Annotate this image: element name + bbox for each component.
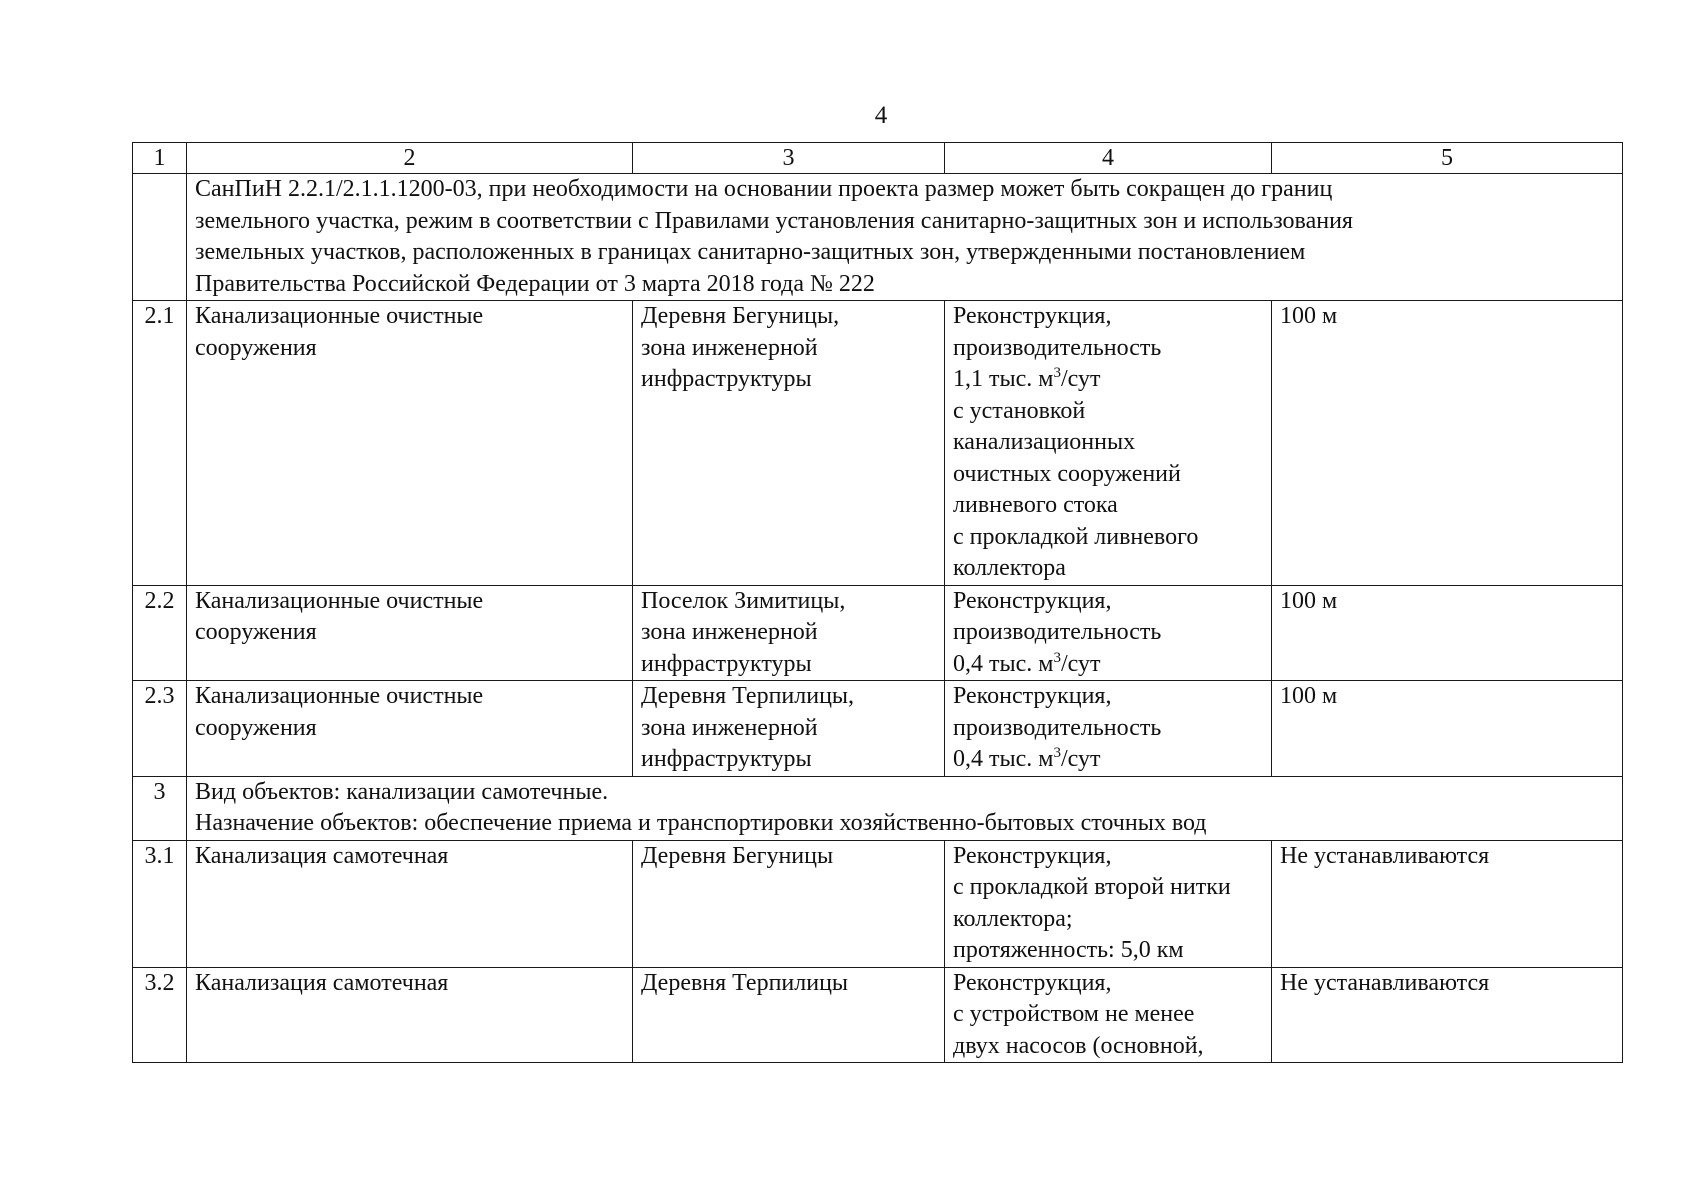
table-row bbox=[133, 174, 1623, 301]
table-row bbox=[133, 301, 1623, 586]
name-cell: Канализация самотечная bbox=[187, 840, 633, 967]
section-text: Вид объектов: канализации самотечные. Назначение объектов: обеспечение приема и транспортировки хозяйственно-бытовых сточных вод bbox=[187, 776, 1623, 840]
num-cell: 3 bbox=[133, 776, 187, 840]
zone-cell: 100 м bbox=[1272, 585, 1623, 681]
location-cell: Деревня Бегуницы, зона инженерной инфраструктуры bbox=[633, 301, 945, 586]
table-row bbox=[133, 776, 1623, 840]
characteristics-cell: Реконструкция, производительность 1,1 тыс. $м^3$/сут с установкой канализационных очистных сооружений ливневого стока с прокладкой ливневого коллектора bbox=[945, 301, 1272, 586]
zones-table bbox=[132, 142, 1623, 1063]
page-number: 4 bbox=[874, 102, 888, 129]
zone-cell: 100 м bbox=[1272, 681, 1623, 777]
table-row bbox=[133, 840, 1623, 967]
characteristics-cell: Реконструкция, производительность 0,4 тыс. $м^3$/сут bbox=[945, 681, 1272, 777]
table-row bbox=[133, 585, 1623, 681]
header-cell: 5 bbox=[1272, 143, 1623, 174]
location-cell: Деревня Терпилицы, зона инженерной инфраструктуры bbox=[633, 681, 945, 777]
header-cell: 4 bbox=[945, 143, 1272, 174]
table-row bbox=[133, 967, 1623, 1063]
location-cell: Деревня Терпилицы bbox=[633, 967, 945, 1063]
intro-text: СанПиН 2.2.1/2.1.1.1200-03, при необходимости на основании проекта размер может быть сокращен до границ земельного участка, режим в соответствии с Правилами установления санитарно-защитных зон и использования земельных участков, расположенных в границах санитарно-защитных зон, утвержденными постановлением Правительства Российской Федерации от 3 марта 2018 года № 222 bbox=[187, 174, 1623, 301]
header-cell: 3 bbox=[633, 143, 945, 174]
header-cell: 2 bbox=[187, 143, 633, 174]
name-cell: Канализационные очистные сооружения bbox=[187, 585, 633, 681]
zone-cell: 100 м bbox=[1272, 301, 1623, 586]
location-cell: Деревня Бегуницы bbox=[633, 840, 945, 967]
name-cell: Канализационные очистные сооружения bbox=[187, 681, 633, 777]
header-cell: 1 bbox=[133, 143, 187, 174]
table-header-row bbox=[133, 143, 1623, 174]
num-cell: 2.3 bbox=[133, 681, 187, 777]
num-cell: 2.2 bbox=[133, 585, 187, 681]
characteristics-cell: Реконструкция, производительность 0,4 тыс. $м^3$/сут bbox=[945, 585, 1272, 681]
characteristics-cell: Реконструкция, с прокладкой второй нитки коллектора; протяженность: 5,0 км bbox=[945, 840, 1272, 967]
characteristics-cell: Реконструкция, с устройством не менее двух насосов (основной, bbox=[945, 967, 1272, 1063]
num-cell bbox=[133, 174, 187, 301]
name-cell: Канализационные очистные сооружения bbox=[187, 301, 633, 586]
num-cell: 2.1 bbox=[133, 301, 187, 586]
zone-cell: Не устанавливаются bbox=[1272, 840, 1623, 967]
num-cell: 3.2 bbox=[133, 967, 187, 1063]
zone-cell: Не устанавливаются bbox=[1272, 967, 1623, 1063]
location-cell: Поселок Зимитицы, зона инженерной инфраструктуры bbox=[633, 585, 945, 681]
num-cell: 3.1 bbox=[133, 840, 187, 967]
name-cell: Канализация самотечная bbox=[187, 967, 633, 1063]
table-row bbox=[133, 681, 1623, 777]
